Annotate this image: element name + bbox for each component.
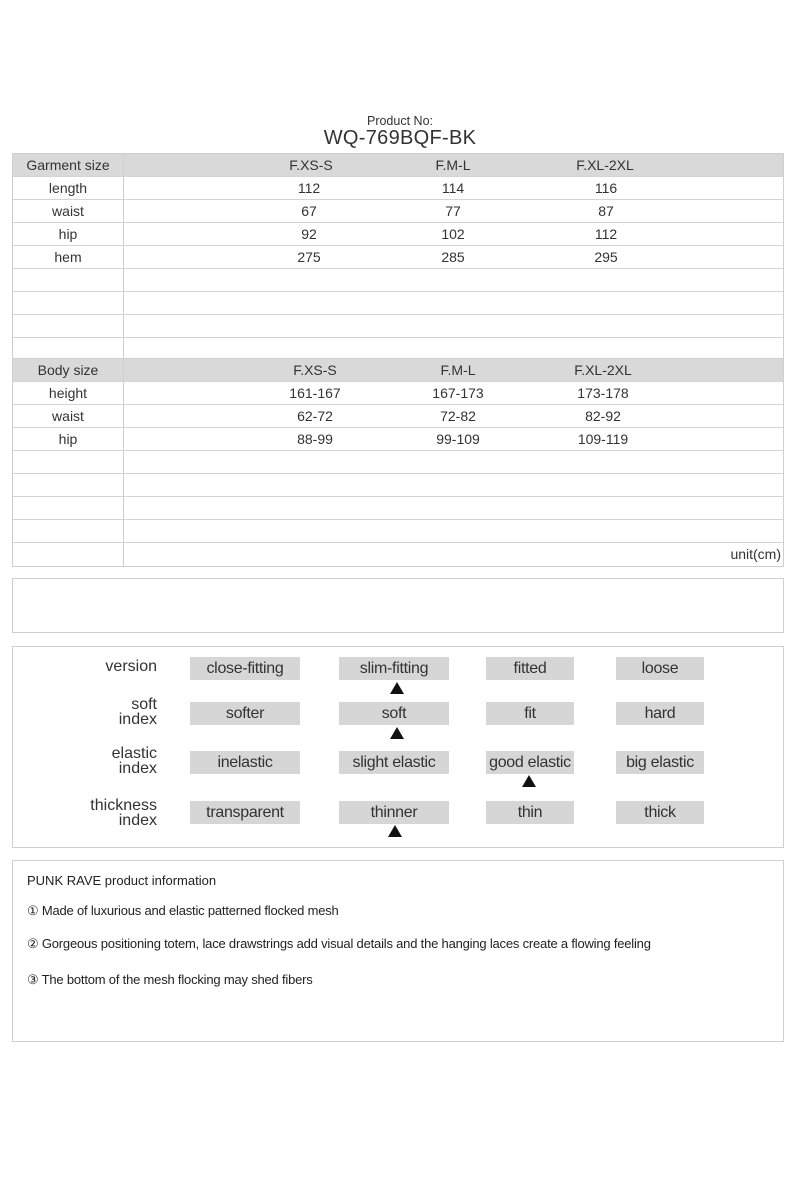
label-line: thickness — [90, 797, 157, 814]
row-label: hem — [13, 246, 124, 268]
garment-size-col-xl-2xl: F.XL-2XL — [576, 157, 634, 173]
row-label: length — [13, 177, 124, 199]
table-cell: 112 — [594, 226, 618, 242]
label-line: version — [105, 658, 157, 675]
table-row — [13, 200, 783, 223]
label-line: index — [118, 760, 157, 777]
product-info-item: ③ The bottom of the mesh flocking may shed fibers — [27, 972, 313, 987]
table-cell: 116 — [594, 180, 618, 196]
empty-label-cell — [13, 543, 124, 566]
table-cell: 173-178 — [577, 385, 629, 401]
body-size-col-xs-s: F.XS-S — [293, 362, 337, 378]
empty-row — [13, 520, 783, 543]
thickness-option: thin — [486, 801, 574, 824]
product-info-panel — [12, 860, 784, 1042]
table-row — [13, 382, 783, 405]
empty-label-cell — [13, 497, 124, 519]
garment-size-col-m-l: F.M-L — [435, 157, 471, 173]
garment-size-table — [12, 153, 784, 362]
table-cell: 167-173 — [432, 385, 484, 401]
product-info-item: ① Made of luxurious and elastic patterned flocked mesh — [27, 903, 339, 918]
version-option: loose — [616, 657, 704, 680]
table-row — [13, 246, 783, 269]
table-cell: 77 — [445, 203, 461, 219]
label-line: index — [118, 711, 157, 728]
empty-label-cell — [13, 451, 124, 473]
thickness-option: thinner — [339, 801, 449, 824]
soft-option: soft — [339, 702, 449, 725]
elastic-option: big elastic — [616, 751, 704, 774]
table-cell: 87 — [598, 203, 614, 219]
body-size-table — [12, 358, 784, 567]
table-row — [13, 223, 783, 246]
row-label: waist — [13, 200, 124, 222]
table-cell: 109-119 — [577, 431, 629, 447]
thickness-option: thick — [616, 801, 704, 824]
row-label: height — [13, 382, 124, 404]
table-cell: 295 — [594, 249, 618, 265]
row-label: hip — [13, 428, 124, 450]
empty-label-cell — [13, 315, 124, 337]
table-cell: 161-167 — [289, 385, 341, 401]
row-label: waist — [13, 405, 124, 427]
empty-label-cell — [13, 520, 124, 542]
selection-marker-icon — [388, 825, 402, 837]
table-row — [13, 405, 783, 428]
empty-row — [13, 292, 783, 315]
body-size-col-xl-2xl: F.XL-2XL — [574, 362, 632, 378]
table-cell: 275 — [297, 249, 321, 265]
empty-row — [13, 315, 783, 338]
unit-label: unit(cm) — [730, 546, 781, 562]
product-info-title: PUNK RAVE product information — [27, 873, 217, 888]
table-cell: 102 — [441, 226, 465, 242]
empty-label-cell — [13, 269, 124, 291]
blank-panel — [12, 578, 784, 633]
soft-option: hard — [616, 702, 704, 725]
product-info-item: ② Gorgeous positioning totem, lace drawstrings add visual details and the hanging laces create a flowing feeling — [27, 936, 651, 951]
product-number-label: Product No: — [366, 114, 433, 128]
table-row — [13, 177, 783, 200]
table-cell: 285 — [441, 249, 465, 265]
table-cell: 114 — [441, 180, 465, 196]
row-label: hip — [13, 223, 124, 245]
label-line: soft — [131, 696, 157, 713]
fabric-index-panel — [12, 646, 784, 848]
version-option: close-fitting — [190, 657, 300, 680]
table-cell: 112 — [297, 180, 321, 196]
empty-label-cell — [13, 474, 124, 496]
elastic-option: inelastic — [190, 751, 300, 774]
version-option: fitted — [486, 657, 574, 680]
garment-size-col-xs-s: F.XS-S — [289, 157, 333, 173]
empty-row — [13, 269, 783, 292]
thickness-option: transparent — [190, 801, 300, 824]
empty-row — [13, 451, 783, 474]
body-size-col-m-l: F.M-L — [440, 362, 476, 378]
empty-label-cell — [13, 292, 124, 314]
unit-row — [13, 543, 783, 566]
table-cell: 88-99 — [297, 431, 333, 447]
label-line: elastic — [111, 745, 157, 762]
empty-row — [13, 474, 783, 497]
table-cell: 67 — [301, 203, 317, 219]
garment-header-row — [13, 154, 783, 177]
soft-option: softer — [190, 702, 300, 725]
body-size-header: Body size — [13, 359, 124, 381]
selection-marker-icon — [390, 682, 404, 694]
selection-marker-icon — [522, 775, 536, 787]
product-number: WQ-769BQF-BK — [323, 127, 477, 149]
soft-option: fit — [486, 702, 574, 725]
selection-marker-icon — [390, 727, 404, 739]
table-cell: 82-92 — [585, 408, 621, 424]
empty-row — [13, 497, 783, 520]
table-cell: 99-109 — [436, 431, 480, 447]
table-cell: 62-72 — [297, 408, 333, 424]
label-line: index — [118, 812, 157, 829]
elastic-index-label — [112, 746, 157, 776]
soft-index-label — [119, 697, 157, 727]
table-cell: 72-82 — [440, 408, 476, 424]
table-row — [13, 428, 783, 451]
body-header-row — [13, 359, 783, 382]
thickness-index-label — [90, 798, 157, 828]
version-label — [105, 659, 157, 674]
elastic-option: good elastic — [486, 751, 574, 774]
elastic-option: slight elastic — [339, 751, 449, 774]
table-cell: 92 — [301, 226, 317, 242]
version-option: slim-fitting — [339, 657, 449, 680]
garment-size-header: Garment size — [13, 154, 124, 176]
